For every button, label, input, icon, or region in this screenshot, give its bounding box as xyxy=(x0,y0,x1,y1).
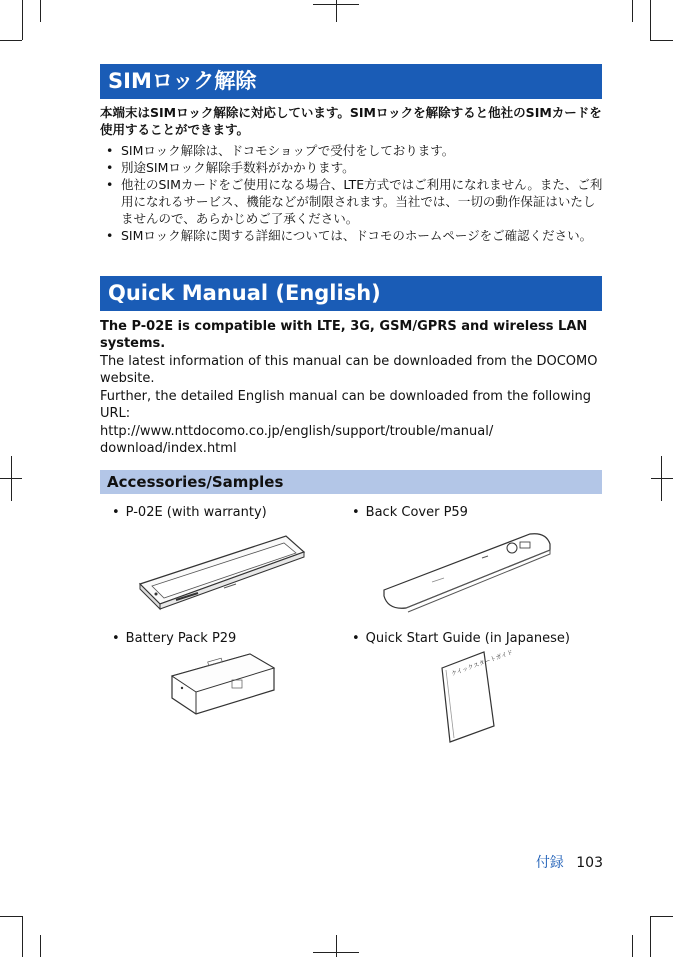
page-footer xyxy=(536,852,603,872)
battery-pack-icon xyxy=(168,650,280,718)
manual-url-line-1: http://www.nttdocomo.co.jp/english/support/trouble/manual/ xyxy=(100,424,494,439)
section-title-sim-unlock: SIMロック解除 xyxy=(100,64,602,99)
section-title-quick-manual: Quick Manual (English) xyxy=(100,276,602,311)
guide-booklet-icon xyxy=(438,646,514,746)
footer-section-label: 付録 xyxy=(535,855,564,871)
accessory-label-phone: • P-02E (with warranty) xyxy=(112,505,267,520)
bullet-item: • SIMロック解除に関する詳細については、ドコモのホームページをご確認ください。 xyxy=(100,227,605,244)
phone-icon xyxy=(136,530,308,612)
bullet-item: • SIMロック解除は、ドコモショップで受付をしております。 xyxy=(100,142,605,159)
accessory-label-guide: • Quick Start Guide (in Japanese) xyxy=(352,631,570,646)
quick-manual-lead: The P-02E is compatible with LTE, 3G, GSM/GPRS and wireless LAN systems. xyxy=(100,319,588,351)
sim-unlock-bullets xyxy=(100,142,605,244)
section-title-accessories: Accessories/Samples xyxy=(100,470,602,494)
sim-unlock-lead: 本端末はSIMロック解除に対応しています。SIMロックを解除すると他社のSIMカードを使用することができます。 xyxy=(100,105,602,137)
bullet-item: • 別途SIMロック解除手数料がかかります。 xyxy=(100,159,605,176)
guide-cover-text: クイックスタートガイド xyxy=(450,649,514,678)
accessory-label-back-cover: • Back Cover P59 xyxy=(352,505,468,520)
quick-manual-para-1: The latest information of this manual can be downloaded from the DOCOMO website. xyxy=(100,354,598,386)
back-cover-icon xyxy=(380,530,556,612)
bullet-item: • 他社のSIMカードをご使用になる場合、LTE方式ではご利用になれません。また、ご利用になれるサービス、機能などが制限されます。当社では、一切の動作保証はいたしませんので、あらかじめご了承ください。 xyxy=(100,176,605,227)
accessory-label-battery: • Battery Pack P29 xyxy=(112,631,237,646)
manual-url-line-2: download/index.html xyxy=(100,441,237,456)
quick-manual-para-2: Further, the detailed English manual can be downloaded from the following URL: xyxy=(100,389,591,421)
page-number: 103 xyxy=(576,855,603,871)
